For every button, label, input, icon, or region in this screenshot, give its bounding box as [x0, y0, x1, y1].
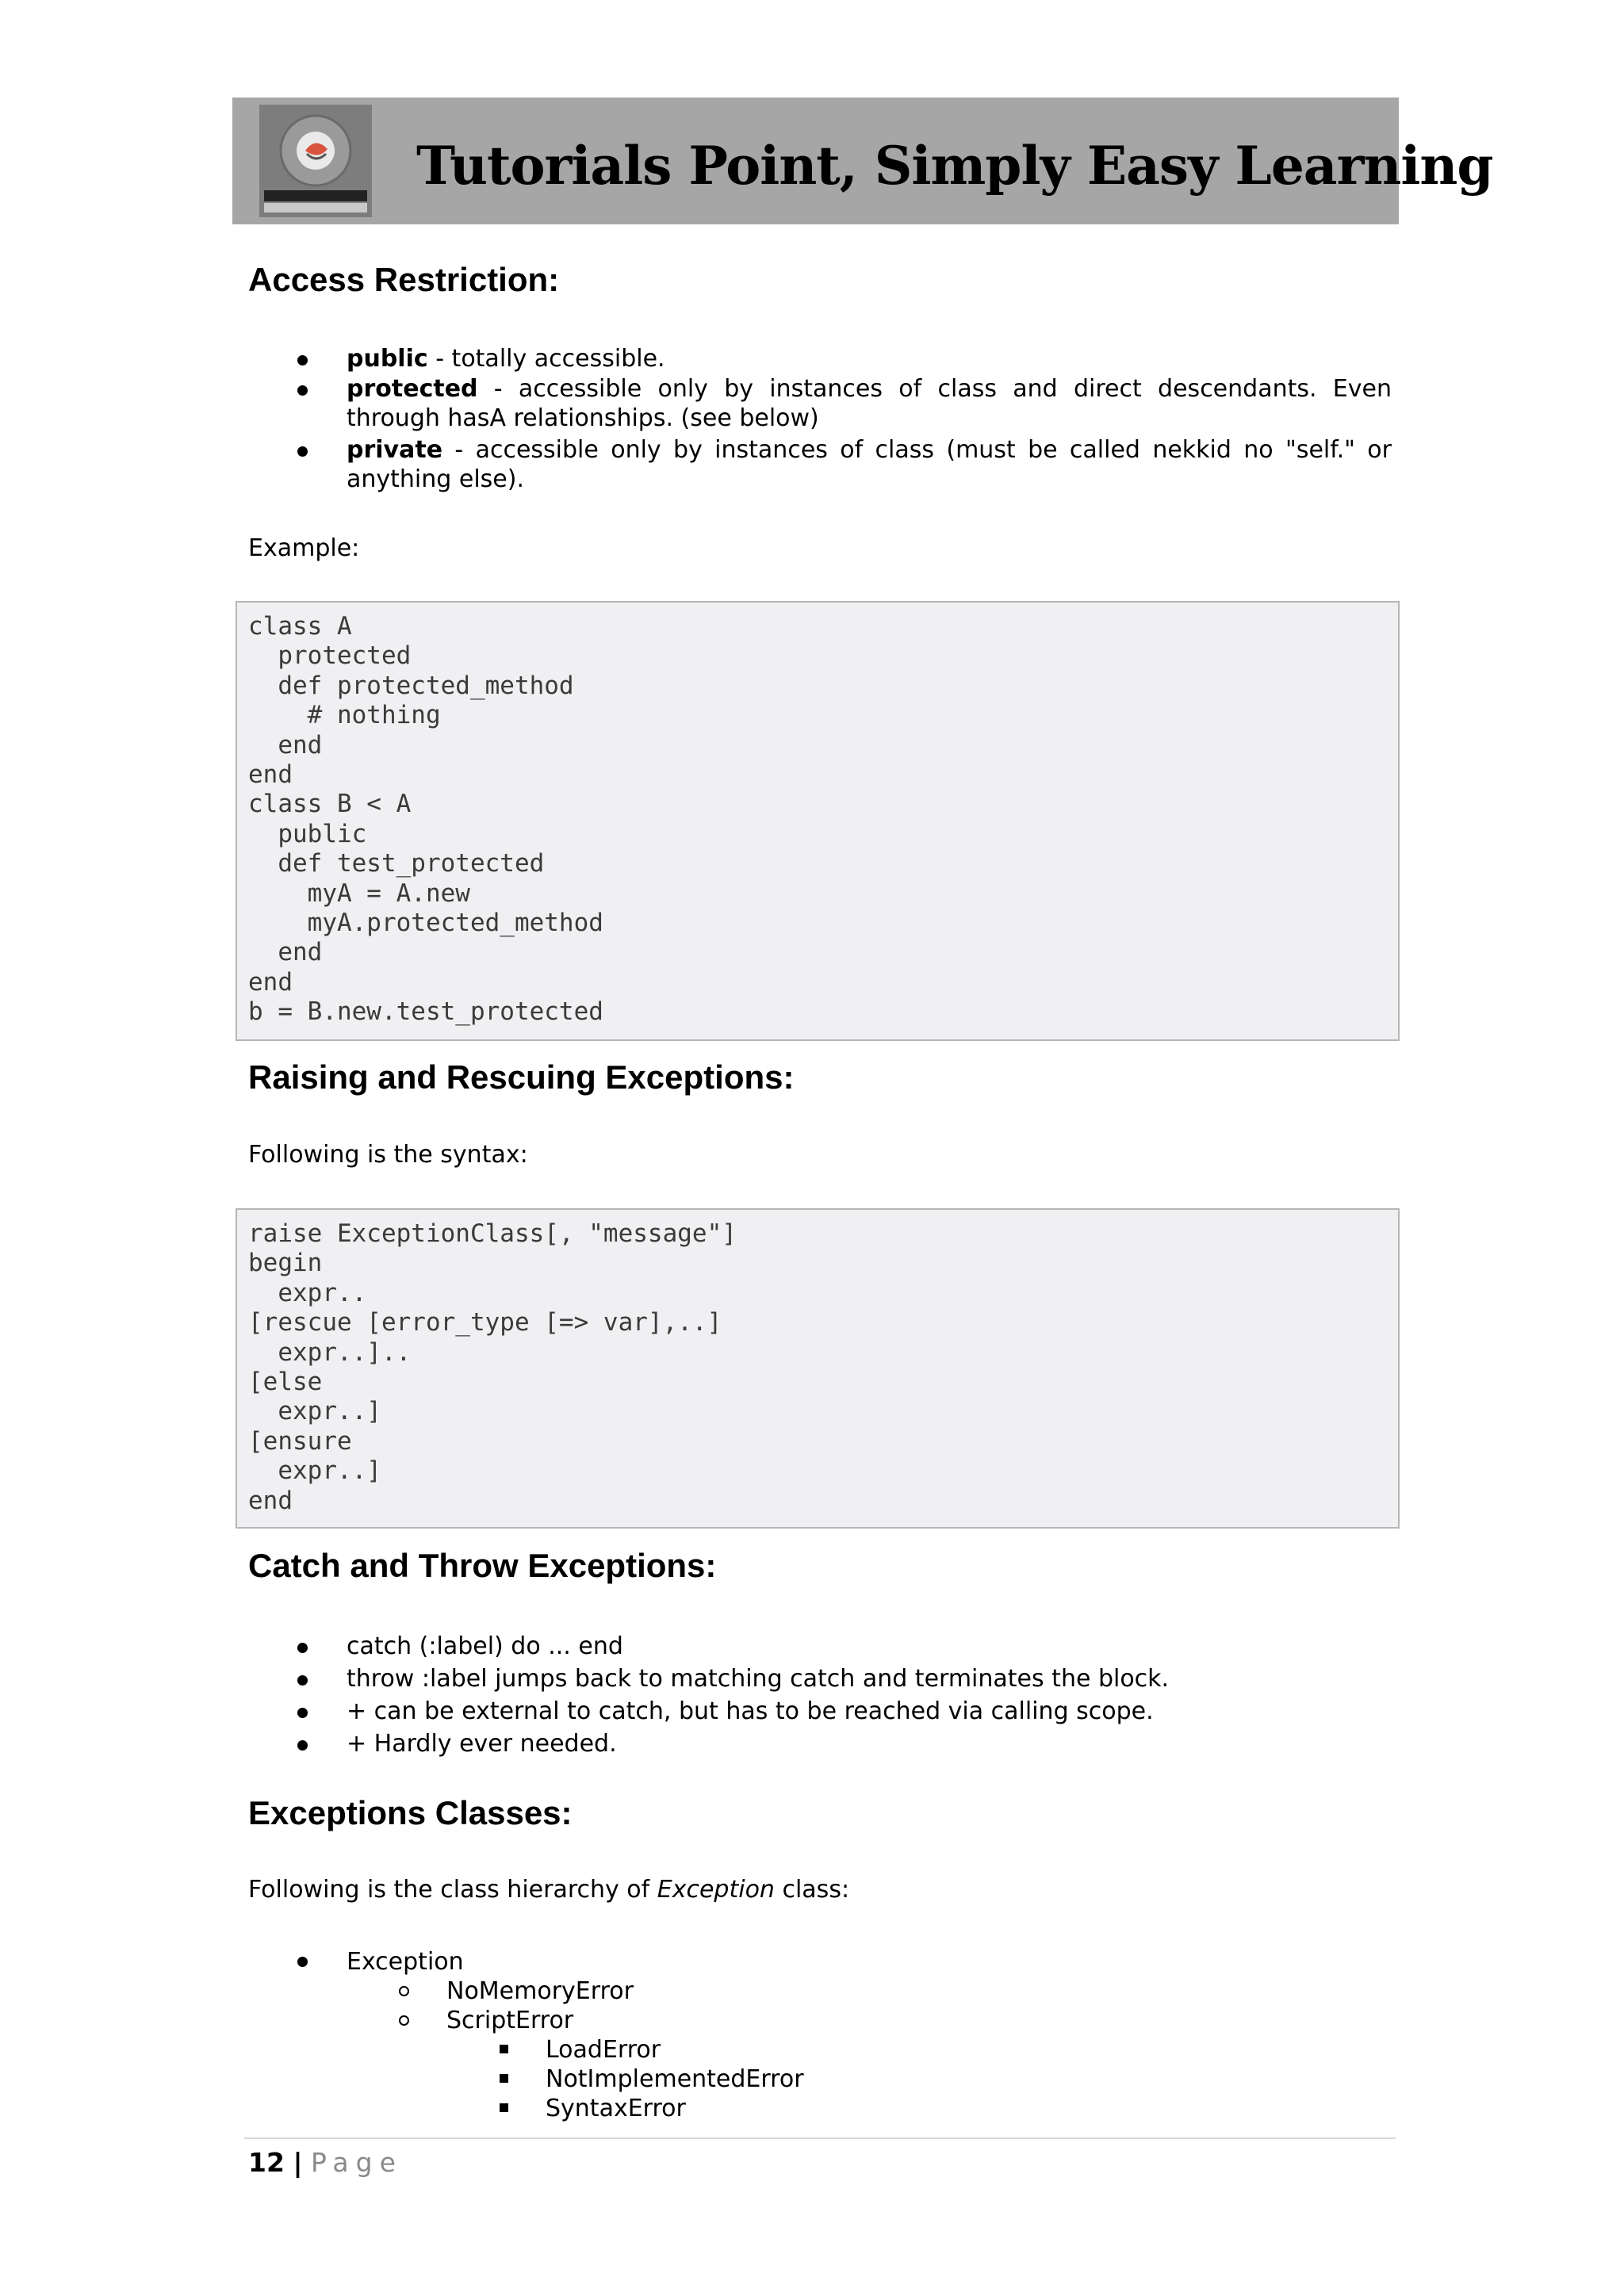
hierarchy-root: Exception — [347, 1948, 464, 1976]
code-block-access — [236, 601, 1400, 1041]
list-item-text — [347, 344, 1392, 373]
description: - accessible only by instances of class (must be called nekkid no "self." or anything else). — [347, 436, 1392, 493]
square-bullet-icon — [500, 2103, 508, 2112]
list-item-text — [347, 374, 1392, 433]
intro-text-end: class: — [774, 1876, 850, 1904]
code-text: class A protected def protected_method # nothing end end class B < A public def test_protected myA = A.new myA.protected_method end end b = B.new.test_protected — [248, 612, 603, 1027]
square-bullet-icon — [500, 2074, 508, 2083]
bullet-icon — [297, 1708, 308, 1718]
heading-exception-classes: Exceptions Classes: — [248, 1794, 573, 1831]
intro-emphasis: Exception — [657, 1876, 775, 1904]
circle-bullet-icon — [399, 1986, 409, 1996]
description: - accessible only by instances of class and direct descendants. Even through hasA relationships. (see below) — [347, 375, 1392, 432]
footer-separator: | — [293, 2147, 303, 2178]
list-item-text: + can be external to catch, but has to be reached via calling scope. — [347, 1697, 1154, 1725]
list-item-text: catch (:label) do ... end — [347, 1632, 623, 1660]
bullet-icon — [297, 1675, 308, 1686]
footer-divider — [244, 2137, 1396, 2139]
hierarchy-level2-item: ScriptError — [446, 2007, 574, 2034]
heading-raising-exceptions: Raising and Rescuing Exceptions: — [248, 1058, 795, 1096]
description: - totally accessible. — [427, 345, 665, 373]
heading-access-restriction: Access Restriction: — [248, 261, 560, 298]
square-bullet-icon — [500, 2045, 508, 2053]
heading-catch-throw: Catch and Throw Exceptions: — [248, 1547, 717, 1584]
list-item-text: throw :label jumps back to matching catch and terminates the block. — [347, 1665, 1170, 1693]
bullet-icon — [297, 1643, 308, 1653]
bullet-icon — [297, 1740, 308, 1751]
tutorials-point-logo — [259, 105, 372, 217]
hierarchy-level3-item: SyntaxError — [546, 2095, 686, 2122]
example-label: Example: — [248, 534, 360, 562]
list-item-text: + Hardly ever needed. — [347, 1730, 617, 1758]
syntax-intro: Following is the syntax: — [248, 1141, 528, 1169]
intro-text: Following is the class hierarchy of — [248, 1876, 657, 1904]
code-text: raise ExceptionClass[, "message"] begin expr.. [rescue [error_type [=> var],..] expr..].. [else expr..] [ensure expr..] end — [248, 1219, 737, 1515]
page-footer — [248, 2147, 403, 2179]
bullet-icon — [297, 385, 308, 396]
term: protected — [347, 375, 478, 403]
list-item-text — [347, 435, 1392, 494]
bullet-icon — [297, 1957, 308, 1967]
page-header — [232, 98, 1493, 224]
header-title: Tutorials Point, Simply Easy Learning — [416, 135, 1493, 197]
page-word: Page — [311, 2147, 403, 2178]
term: public — [347, 345, 428, 373]
circle-bullet-icon — [399, 2015, 409, 2026]
hierarchy-level2-item: NoMemoryError — [446, 1977, 634, 2005]
bullet-icon — [297, 446, 308, 457]
hierarchy-intro — [248, 1875, 849, 1905]
bullet-icon — [297, 355, 308, 365]
term: private — [347, 436, 443, 464]
hierarchy-level3-item: NotImplementedError — [546, 2065, 804, 2093]
code-block-raising — [236, 1208, 1400, 1529]
hierarchy-level3-item: LoadError — [546, 2036, 661, 2064]
page-number: 12 — [248, 2147, 285, 2178]
logo-graphic — [259, 105, 372, 217]
